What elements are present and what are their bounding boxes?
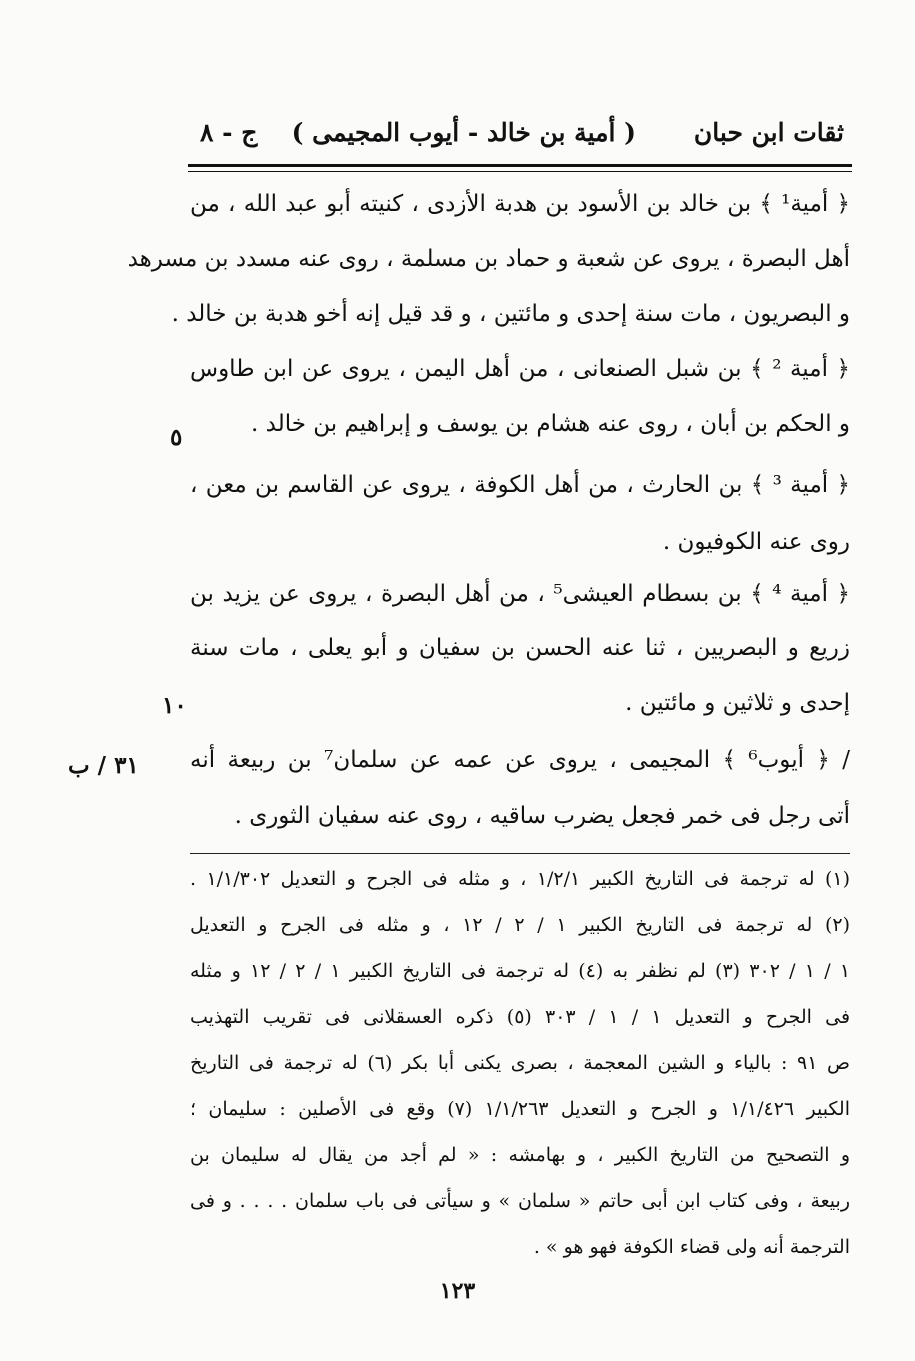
footnote-line: ربيعة ، وفى كتاب ابن أبى حاتم « سلمان » و سيأتى فى باب سلمان . . . . و فى [190,1190,850,1212]
body-line: أهل البصرة ، يروى عن شعبة و حماد بن مسلمة ، روى عنه مسدد بن مسرهد [127,246,850,272]
body-line: إحدى و ثلاثين و مائتين . [625,690,850,716]
body-line: أتى رجل فى خمر فجعل يضرب ساقيه ، روى عنه سفيان الثورى . [234,803,850,829]
header-volume: ج - ٨ [200,118,258,147]
running-header [190,112,852,158]
body-line: روى عنه الكوفيون . [662,529,850,555]
body-line: ﴿ أمية ² ﴾ بن شبل الصنعانى ، من أهل اليمن ، يروى عن ابن طاوس [190,356,850,382]
line-number-10: ١٠ [162,692,187,719]
line-number-5: ٥ [170,424,183,451]
body-line: و البصريون ، مات سنة إحدى و مائتين ، و قد قيل إنه أخو هدبة بن خالد . [171,301,850,327]
footnote-line: ص ٩١ : بالياء و الشين المعجمة ، بصرى يكنى أبا بكر (٦) له ترجمة فى التاريخ [190,1052,850,1074]
body-line: / ﴿ أيوب⁶ ﴾ المجيمى ، يروى عن عمه عن سلمان⁷ بن ربيعة أنه [190,747,850,773]
body-line: ﴿ أمية ⁴ ﴾ بن بسطام العيشى⁵ ، من أهل البصرة ، يروى عن يزيد بن [190,581,850,607]
page-number: ١٢٣ [439,1278,476,1304]
footnote-rule [190,853,850,854]
footnote-line: (٢) له ترجمة فى التاريخ الكبير ١ / ٢ / ١٢ ، و مثله فى الجرح و التعديل [190,914,851,936]
footnote-line: (١) له ترجمة فى التاريخ الكبير ١/٢/١ ، و مثله فى الجرح و التعديل ١/١/٣٠٢ . [190,868,850,890]
body-line: ﴿ أمية ³ ﴾ بن الحارث ، من أهل الكوفة ، يروى عن القاسم بن معن ، [190,472,850,498]
body-line: زريع و البصريين ، ثنا عنه الحسن بن سفيان و أبو يعلى ، مات سنة [190,635,850,661]
header-rule-thin [188,171,852,172]
folio-marker: ٣١ / ب [68,752,139,779]
body-line: و الحكم بن أبان ، روى عنه هشام بن يوسف و إبراهيم بن خالد . [251,411,850,437]
footnote-line: و التصحيح من التاريخ الكبير ، و بهامشه : « لم أجد من يقال له سليمان بن [190,1144,850,1166]
footnote-line: الترجمة أنه ولى قضاء الكوفة فهو هو » . [533,1236,850,1258]
body-line: ﴿ أمية¹ ﴾ بن خالد بن الأسود بن هدبة الأزدى ، كنيته أبو عبد الله ، من [190,191,850,217]
footnote-line: ١ / ١ / ٣٠٢ (٣) لم نظفر به (٤) له ترجمة فى التاريخ الكبير ١ / ٢ / ١٢ و مثله [190,960,851,982]
header-entry-range: ( أمية بن خالد - أيوب المجيمى ) [291,118,636,147]
footnote-line: فى الجرح و التعديل ١ / ١ / ٣٠٣ (٥) ذكره العسقلانى فى تقريب التهذيب [190,1006,851,1028]
header-book-title: ثقات ابن حبان [693,118,844,147]
footnote-line: الكبير ١/١/٤٢٦ و الجرح و التعديل ١/١/٢٦٣ (٧) وقع فى الأصلين : سليمان ؛ [190,1098,850,1120]
header-rule-thick [188,164,852,167]
